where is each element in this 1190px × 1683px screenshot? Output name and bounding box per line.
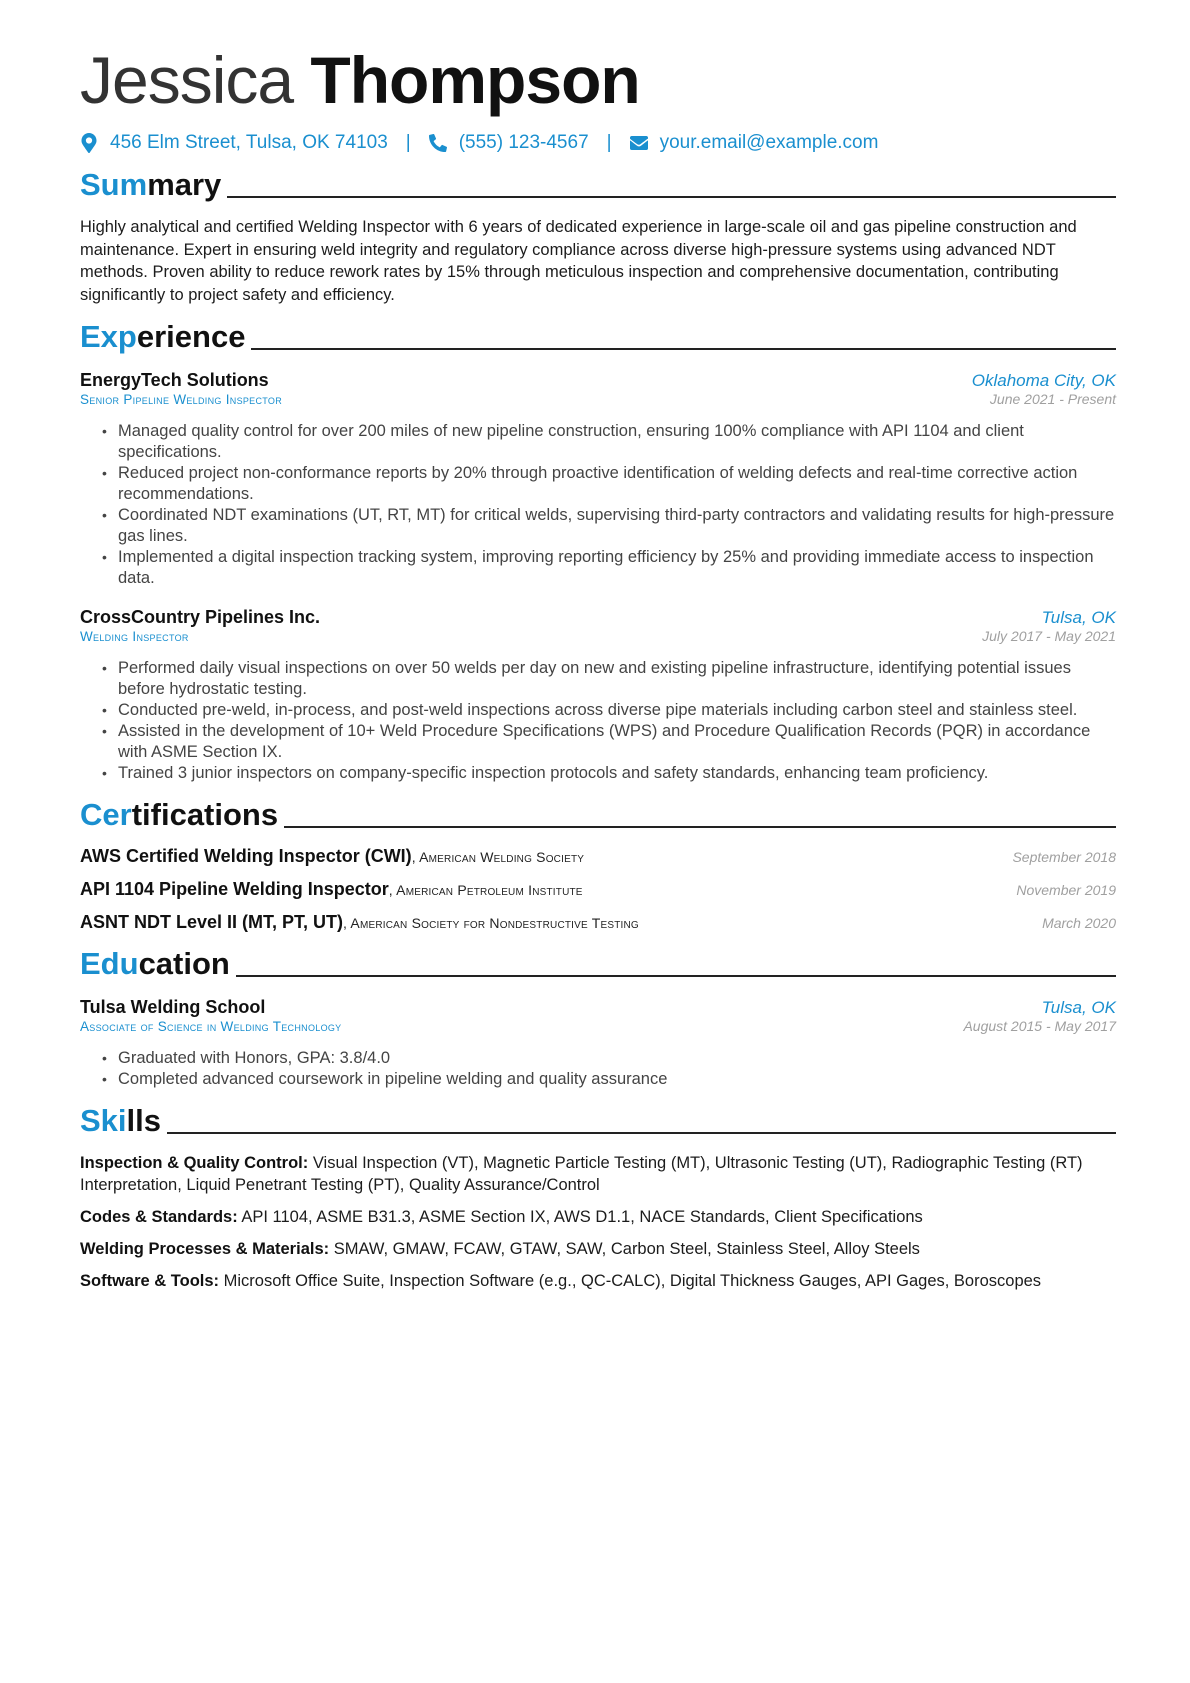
skill-text: API 1104, ASME B31.3, ASME Section IX, AWS D1.1, NACE Standards, Client Specifications [237, 1208, 923, 1226]
envelope-icon [630, 133, 648, 153]
certification-issuer: , American Petroleum Institute [388, 882, 583, 898]
section-title: Skills [80, 1103, 161, 1138]
certification-item [80, 912, 1116, 933]
contact-email[interactable] [630, 132, 879, 154]
list-item: • Trained 3 junior inspectors on company-specific inspection protocols and safety standards, enhancing team proficiency. [102, 763, 1116, 784]
list-item: • Coordinated NDT examinations (UT, RT, MT) for critical welds, supervising third-party contractors and validating results for high-pressure gas lines. [102, 505, 1116, 547]
address-text: 456 Elm Street, Tulsa, OK 74103 [110, 132, 388, 153]
skill-group [80, 1270, 1116, 1292]
job-bullets [80, 421, 1116, 589]
section-rule [236, 975, 1116, 977]
education-entry [80, 997, 1116, 1090]
job-location: Oklahoma City, OK [971, 371, 1116, 390]
job-location: Tulsa, OK [1041, 608, 1116, 627]
certification-item [80, 846, 1116, 867]
certification-name: ASNT NDT Level II (MT, PT, UT) [80, 912, 344, 932]
list-item: • Reduced project non-conformance reports by 20% through proactive identification of welding defects and real-time corrective action recommendations. [102, 463, 1116, 505]
certification-name: API 1104 Pipeline Welding Inspector [80, 879, 389, 899]
phone-text: (555) 123-4567 [458, 132, 589, 153]
job-entry [80, 607, 1116, 784]
certification-issuer: , American Welding Society [411, 849, 585, 865]
education-heading [80, 943, 1116, 983]
list-item: • Implemented a digital inspection tracking system, improving reporting efficiency by 25% and providing immediate access to inspection data. [102, 547, 1116, 589]
certification-item [80, 879, 1116, 900]
list-item: • Assisted in the development of 10+ Weld Procedure Specifications (WPS) and Procedure Qualification Records (PQR) in accordance with ASME Section IX. [102, 721, 1116, 763]
skill-group [80, 1238, 1116, 1260]
certification-issuer: , American Society for Nondestructive Testing [343, 915, 639, 931]
education-bullets [80, 1048, 1116, 1090]
summary-text: Highly analytical and certified Welding Inspector with 6 years of dedicated experience in large-scale oil and gas pipeline construction and maintenance. Expert in ensuring weld integrity and regulatory compliance across diverse high-pressure systems using advanced NDT methods. Proven ability to reduce rework rates by 15% through meticulous inspection and comprehensive documentation, contributing significantly to project safety and efficiency. [80, 218, 1077, 304]
skill-label: Welding Processes & Materials: [80, 1240, 330, 1258]
job-title: Welding Inspector [80, 629, 189, 644]
skill-group [80, 1152, 1116, 1196]
last-name: Thompson [310, 43, 640, 117]
job-dates: July 2017 - May 2021 [982, 628, 1116, 644]
education-dates: August 2015 - May 2017 [963, 1018, 1116, 1034]
candidate-name [80, 42, 1116, 118]
skill-text: Microsoft Office Suite, Inspection Software (e.g., QC-CALC), Digital Thickness Gauges, API Gages, Boroscopes [219, 1272, 1042, 1290]
section-title: Certifications [80, 797, 279, 832]
experience-section [80, 316, 1116, 784]
skill-label: Inspection & Quality Control: [80, 1154, 309, 1172]
list-item: • Graduated with Honors, GPA: 3.8/4.0 [102, 1048, 1116, 1069]
section-title: Education [80, 946, 230, 981]
company-name: CrossCountry Pipelines Inc. [80, 607, 321, 627]
job-title: Senior Pipeline Welding Inspector [80, 392, 283, 407]
certifications-section [80, 794, 1116, 933]
skill-text: Visual Inspection (VT), Magnetic Particle Testing (MT), Ultrasonic Testing (UT), Radiographic Testing (RT) Interpretation, Liquid Penetrant Testing (PT), Quality Assurance/Control [80, 1154, 1083, 1194]
section-title: Experience [80, 319, 246, 354]
experience-heading [80, 316, 1116, 356]
map-marker-icon [80, 133, 98, 153]
job-entry [80, 370, 1116, 589]
list-item: • Performed daily visual inspections on over 50 welds per day on new and existing pipeline infrastructure, identifying potential issues before hydrostatic testing. [102, 658, 1116, 700]
skill-group [80, 1206, 1116, 1228]
summary-section [80, 164, 1116, 306]
section-rule [227, 196, 1116, 198]
contact-separator: | [606, 132, 612, 153]
contact-address [80, 132, 388, 154]
contact-line [80, 132, 1116, 154]
certification-date: November 2019 [1016, 882, 1116, 898]
list-item: • Conducted pre-weld, in-process, and post-weld inspections across diverse pipe materials including carbon steel and stainless steel. [102, 700, 1116, 721]
first-name: Jessica [80, 43, 294, 117]
job-bullets [80, 658, 1116, 784]
section-rule [251, 348, 1116, 350]
phone-icon [429, 133, 447, 153]
certification-date: September 2018 [1012, 849, 1116, 865]
email-text: your.email@example.com [659, 132, 879, 153]
degree-title: Associate of Science in Welding Technology [80, 1019, 342, 1034]
certifications-heading [80, 794, 1116, 834]
skills-section [80, 1100, 1116, 1292]
certification-date: March 2020 [1042, 915, 1116, 931]
skill-label: Codes & Standards: [80, 1208, 238, 1226]
company-name: EnergyTech Solutions [80, 370, 269, 390]
contact-phone[interactable] [429, 132, 589, 154]
section-rule [284, 826, 1116, 828]
list-item: • Managed quality control for over 200 miles of new pipeline construction, ensuring 100% compliance with API 1104 and client specifications. [102, 421, 1116, 463]
school-location: Tulsa, OK [1041, 998, 1116, 1017]
list-item: • Completed advanced coursework in pipeline welding and quality assurance [102, 1069, 1116, 1090]
certification-name: AWS Certified Welding Inspector (CWI) [80, 846, 412, 866]
summary-heading [80, 164, 1116, 204]
skills-heading [80, 1100, 1116, 1140]
contact-separator: | [405, 132, 411, 153]
job-dates: June 2021 - Present [989, 391, 1116, 407]
section-rule [167, 1132, 1116, 1134]
skill-label: Software & Tools: [80, 1272, 220, 1290]
skill-text: SMAW, GMAW, FCAW, GTAW, SAW, Carbon Steel, Stainless Steel, Alloy Steels [329, 1240, 920, 1258]
school-name: Tulsa Welding School [80, 997, 266, 1017]
education-section [80, 943, 1116, 1090]
section-title: Summary [80, 167, 222, 202]
